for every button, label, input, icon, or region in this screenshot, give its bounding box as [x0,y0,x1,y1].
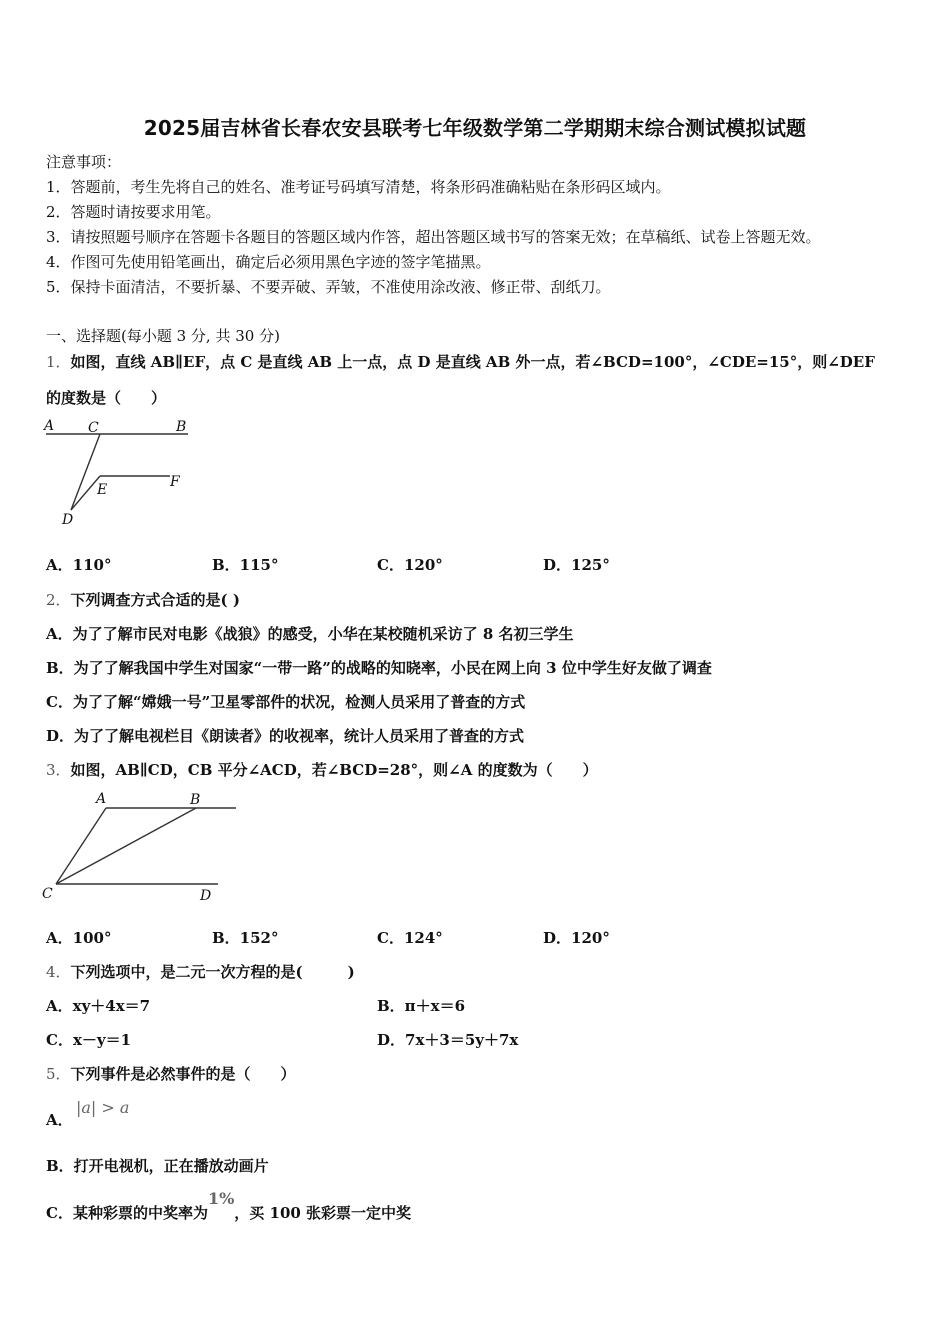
option-c-suffix: ，买 100 张彩票一定中奖 [234,1204,412,1222]
question-number: 1． [46,353,71,371]
q2-option-a[interactable]: A．为了了解市民对电影《战狼》的感受，小华在某校随机采访了 8 名初三学生 [46,625,574,643]
q2-option-d[interactable]: D．为了了解电视栏目《朗读者》的收视率，统计人员采用了普查的方式 [46,727,525,745]
notice-item-2: 2．答题时请按要求用笔。 [46,203,221,221]
question-3-text: 如图，AB∥CD，CB 平分∠ACD，若∠BCD=28°，则∠A 的度数为（ ） [70,761,598,779]
notice-item-5: 5．保持卡面清洁，不要折暴、不要弄破、弄皱，不准使用涂改液、修正带、刮纸刀。 [46,278,611,296]
q5-option-c[interactable] [46,1189,412,1223]
notice-item-1: 1．答题前，考生先将自己的姓名、准考证号码填写清楚，将条形码准确粘贴在条形码区域内。 [46,178,671,196]
notice-item-4: 4．作图可先使用铅笔画出，确定后必须用黑色字迹的签字笔描黑。 [46,253,491,271]
question-3 [46,760,598,780]
q1-option-a[interactable]: A．110° [46,556,112,574]
notice-item-3: 3．请按照题号顺序在答题卡各题目的答题区域内作答，超出答题区域书写的答案无效；在草稿纸、试卷上答题无效。 [46,228,821,246]
question-1-text: 如图，直线 AB∥EF，点 C 是直线 AB 上一点，点 D 是直线 AB 外一点，若∠BCD=100°，∠CDE=15°，则∠DEF [70,353,875,371]
label-d: D [62,512,74,528]
label-a: A [96,791,107,807]
question-2 [46,590,240,610]
question-number: 2． [46,591,71,609]
label-d: D [200,888,212,904]
section-heading: 一、选择题(每小题 3 分, 共 30 分) [46,327,280,345]
question-5 [46,1064,296,1084]
label-c: C [42,886,53,902]
q1-option-c[interactable]: C．120° [377,556,443,574]
label-e: E [97,482,108,498]
question-1 [46,352,875,372]
label-b: B [176,419,187,435]
q2-option-b[interactable]: B．为了了解我国中学生对国家“一带一路”的战略的知晓率，小民在网上向 3 位中学生好友做了调查 [46,659,712,677]
q3-option-d[interactable]: D．120° [543,929,610,947]
segment-de [71,476,100,510]
q3-option-a[interactable]: A．100° [46,929,112,947]
segment-cb [56,808,196,884]
question-number: 5． [46,1065,71,1083]
q2-option-c[interactable]: C．为了了解“嫦娥一号”卫星零部件的状况，检测人员采用了普查的方式 [46,693,526,711]
question-5-text: 下列事件是必然事件的是（ ） [70,1065,296,1083]
option-c-prefix: C．某种彩票的中奖率为 [46,1204,208,1222]
q1-option-d[interactable]: D．125° [543,556,610,574]
exam-title: 2025届吉林省长春农安县联考七年级数学第二学期期末综合测试模拟试题 [143,116,807,140]
q3-option-c[interactable]: C．124° [377,929,443,947]
question-2-text: 下列调查方式合适的是( ) [70,591,240,609]
label-b: B [190,792,201,808]
question-4-text: 下列选项中，是二元一次方程的是( ) [70,963,355,981]
figure-q1 [40,412,200,532]
question-1-continued: 的度数是（ ） [46,389,167,407]
question-number: 4． [46,963,71,981]
q5-option-b[interactable]: B．打开电视机，正在播放动画片 [46,1157,269,1175]
q4-option-b[interactable]: B．π＋x＝6 [377,997,466,1015]
q3-option-b[interactable]: B．152° [212,929,279,947]
figure-q3 [38,788,248,906]
option-label: A． [46,1111,73,1129]
segment-ca [56,808,106,884]
segment-cd [71,434,100,510]
label-f: F [170,474,180,490]
label-c: C [88,420,99,436]
q1-option-b[interactable]: B．115° [212,556,279,574]
q5-option-a-math: |a| > a [76,1098,130,1117]
question-4 [46,962,355,982]
q5-option-a[interactable] [46,1110,73,1130]
percent-math: 1% [207,1189,235,1208]
label-a: A [44,418,55,434]
q4-option-d[interactable]: D．7x＋3＝5y＋7x [377,1031,519,1049]
q4-option-c[interactable]: C．x－y＝1 [46,1031,132,1049]
q4-option-a[interactable]: A．xy＋4x＝7 [46,997,151,1015]
notice-heading: 注意事项： [46,153,122,171]
question-number: 3． [46,761,71,779]
